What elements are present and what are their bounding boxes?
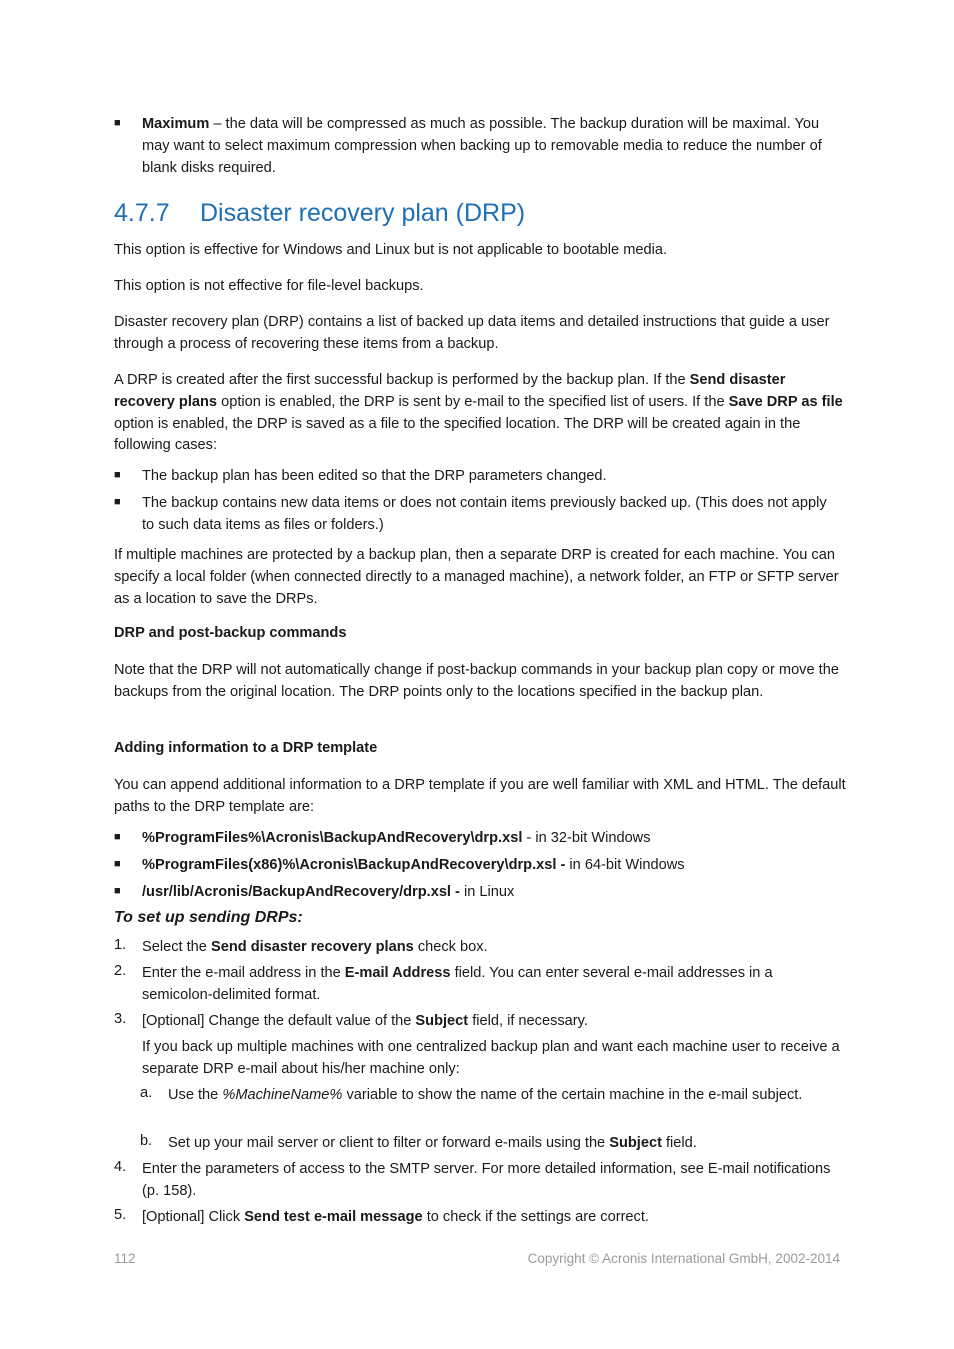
bullet-marker: ■	[114, 469, 121, 481]
paragraph: Note that the DRP will not automatically change if post-backup commands in your backup plan copy or move the backups from the original location. The DRP points only to the locations specified in the backup plan.	[114, 662, 839, 700]
list-item: The backup plan has been edited so that the DRP parameters changed.	[142, 468, 607, 484]
paragraph: If multiple machines are protected by a backup plan, then a separate DRP is created for each machine. You can specify a local folder (when connected directly to a managed machine), a network folder, an FTP or SFTP server as a location to save the DRPs.	[114, 547, 839, 607]
list-item: /usr/lib/Acronis/BackupAndRecovery/drp.xsl - in Linux	[142, 884, 515, 900]
step-text: Enter the parameters of access to the SMTP server. For more detailed information, see E-mail notifications (p. 158).	[142, 1161, 831, 1199]
bullet-marker: ■	[114, 831, 121, 843]
bullet-marker: ■	[114, 885, 121, 897]
bold-term: Send disaster recovery plans	[114, 372, 786, 410]
bold-term: Maximum	[142, 116, 210, 132]
substep-text: Set up your mail server or client to filter or forward e-mails using the Subject field.	[168, 1135, 697, 1151]
substep-letter: b.	[140, 1133, 153, 1149]
page-number: 112	[114, 1251, 136, 1266]
paragraph: You can append additional information to a DRP template if you are well familiar with XML and HTML. The default paths to the DRP template are:	[114, 777, 846, 815]
section-number: 4.7.7	[114, 199, 170, 227]
subheading: DRP and post-backup commands	[114, 625, 347, 641]
step-number: 3.	[114, 1011, 127, 1027]
paragraph: A DRP is created after the first successful backup is performed by the backup plan. If the Send disaster recovery plans option is enabled, the DRP is sent by e-mail to the specified list of users. If the Save DRP as file option is enabled, the DRP is saved as a file to the specified location. The DRP will be created again in the following cases:	[114, 372, 843, 454]
step-number: 4.	[114, 1159, 127, 1175]
subheading: Adding information to a DRP template	[114, 740, 378, 756]
substep-text: Use the %MachineName% variable to show the name of the certain machine in the e-mail subject.	[168, 1087, 803, 1103]
bullet-maximum	[142, 114, 842, 179]
bold-term: Save DRP as file	[728, 393, 843, 410]
paragraph: This option is effective for Windows and Linux but is not applicable to bootable media.	[114, 242, 667, 258]
copyright-notice: Copyright © Acronis International GmbH, 2002-2014	[527, 1251, 840, 1266]
procedure-title: To set up sending DRPs:	[114, 909, 303, 926]
list-item: %ProgramFiles%\Acronis\BackupAndRecovery\drp.xsl - in 32-bit Windows	[142, 830, 651, 846]
section-heading	[114, 199, 525, 228]
step-note: If you back up multiple machines with one centralized backup plan and want each machine user to receive a separate DRP e-mail about his/her machine only:	[142, 1039, 840, 1077]
bullet-marker: ■	[114, 858, 121, 870]
list-item: %ProgramFiles(x86)%\Acronis\BackupAndRecovery\drp.xsl - in 64-bit Windows	[142, 857, 685, 873]
step-text: Select the Send disaster recovery plans check box.	[142, 939, 488, 955]
step-number: 1.	[114, 937, 127, 953]
step-text: [Optional] Change the default value of the Subject field, if necessary.	[142, 1013, 588, 1029]
bullet-text: – the data will be compressed as much as possible. The backup duration will be maximal. You may want to select maximum compression when backing up to removable media to reduce the number of blank disks required.	[142, 116, 822, 176]
section-title: Disaster recovery plan (DRP)	[200, 199, 526, 227]
paragraph: Disaster recovery plan (DRP) contains a list of backed up data items and detailed instructions that guide a user through a process of recovering these items from a backup.	[114, 314, 830, 352]
step-text: Enter the e-mail address in the E-mail Address field. You can enter several e-mail addresses in a semicolon-delimited format.	[142, 965, 773, 1003]
list-item: The backup contains new data items or does not contain items previously backed up. (This does not apply to such data items as files or folders.)	[142, 495, 827, 533]
bullet-marker: ■	[114, 496, 121, 508]
step-number: 5.	[114, 1207, 127, 1223]
step-number: 2.	[114, 963, 127, 979]
substep-letter: a.	[140, 1085, 153, 1101]
bullet-marker: ■	[114, 117, 121, 129]
paragraph: This option is not effective for file-level backups.	[114, 278, 424, 294]
step-text: [Optional] Click Send test e-mail message to check if the settings are correct.	[142, 1209, 649, 1225]
